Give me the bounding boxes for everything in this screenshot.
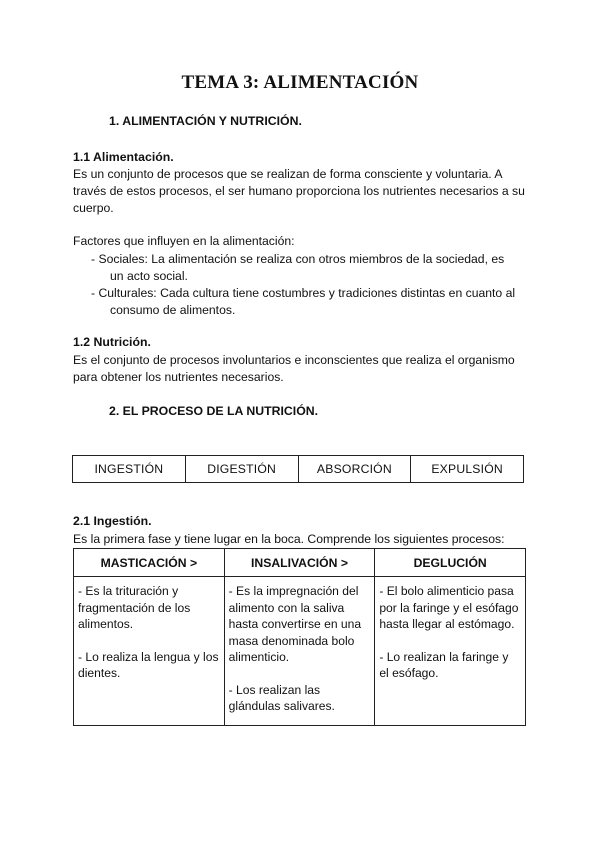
subsection-1-2-heading: 1.2 Nutrición. [73, 335, 151, 349]
text-line: para obtener los nutrientes necesarios. [73, 370, 284, 384]
stage-absorption: ABSORCIÓN [299, 456, 412, 482]
cell-text: - Es la impregnación del alimento con la saliva hasta convertirse en una masa denominada bolo alimenticio. [228, 584, 362, 664]
factor-cultural [91, 285, 531, 319]
text-line: Es un conjunto de procesos que se realizan de forma consciente y voluntaria. A [73, 167, 503, 181]
factor-line: - Sociales: La alimentación se realiza con otros miembros de la sociedad, es [91, 252, 505, 266]
cell-insalivacion [224, 577, 375, 726]
section-2-heading: 2. EL PROCESO DE LA NUTRICIÓN. [109, 404, 319, 418]
text-line: Es el conjunto de procesos involuntarios e inconscientes que realiza el organismo [73, 353, 515, 367]
cell-text: - Es la trituración y fragmentación de los alimentos. [78, 584, 191, 631]
column-header-masticacion: MASTICACIÓN > [74, 549, 225, 577]
subsection-1-1-heading: 1.1 Alimentación. [73, 150, 174, 164]
ingestion-processes-table [73, 548, 526, 726]
cell-text: - Lo realizan la faringe y el esófago. [379, 649, 509, 680]
cell-text: - Lo realiza la lengua y los dientes. [78, 649, 219, 680]
factor-line: un acto social. [110, 269, 188, 283]
text-line: través de estos procesos, el ser humano proporciona los nutrientes necesarios a su [73, 184, 525, 198]
factors-intro: Factores que influyen en la alimentación: [73, 234, 295, 248]
column-header-insalivacion: INSALIVACIÓN > [224, 549, 375, 577]
nutricion-definition [73, 352, 533, 386]
cell-masticacion [74, 577, 225, 726]
factor-social [91, 251, 531, 285]
cell-text: - El bolo alimenticio pasa por la faringe y el esófago hasta llegar al estómago. [379, 584, 519, 631]
alimentacion-definition [73, 166, 533, 217]
cell-text: - Los realizan las glándulas salivares. [228, 682, 335, 713]
cell-deglucion [375, 577, 526, 726]
column-header-deglucion: DEGLUCIÓN [375, 549, 526, 577]
nutrition-stages-table [72, 455, 524, 483]
stage-digestion: DIGESTIÓN [186, 456, 299, 482]
factor-line: consumo de alimentos. [110, 303, 236, 317]
ingestion-intro: Es la primera fase y tiene lugar en la boca. Comprende los siguientes procesos: [73, 532, 505, 546]
stage-ingestion: INGESTIÓN [73, 456, 186, 482]
stage-expulsion: EXPULSIÓN [431, 462, 503, 476]
text-line: cuerpo. [73, 201, 114, 215]
subsection-2-1-heading: 2.1 Ingestión. [73, 514, 152, 528]
factor-line: - Culturales: Cada cultura tiene costumbres y tradiciones distintas en cuanto al [91, 286, 516, 300]
page-title: TEMA 3: ALIMENTACIÓN [181, 72, 419, 93]
section-1-heading: 1. ALIMENTACIÓN Y NUTRICIÓN. [109, 114, 302, 128]
